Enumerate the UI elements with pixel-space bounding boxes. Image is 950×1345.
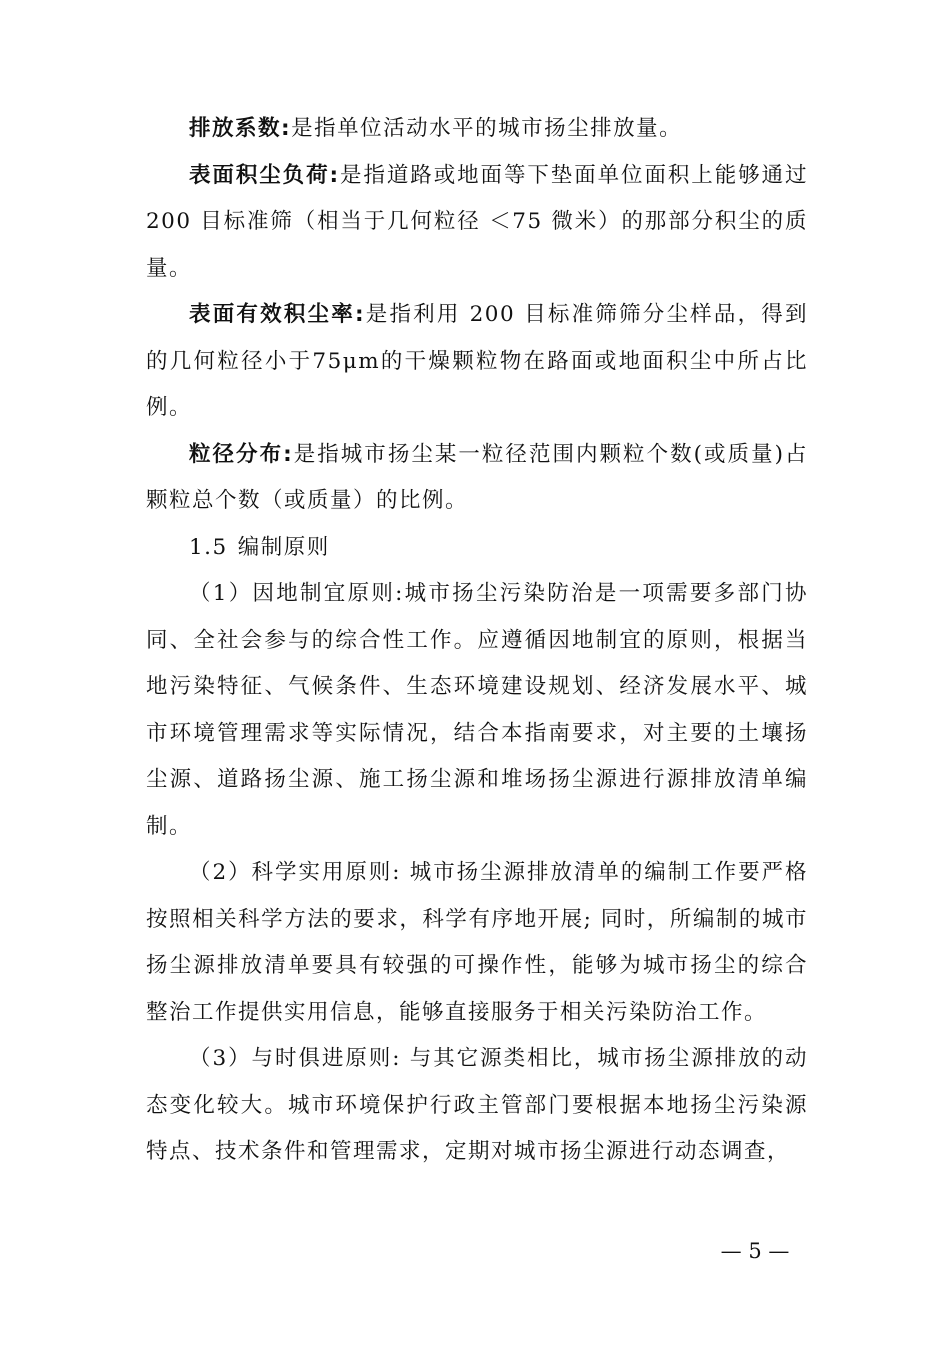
definition-surface-dust-load (146, 153, 808, 293)
principle-paragraph-3: （3）与时俱进原则: 与其它源类相比，城市扬尘源排放的动态变化较大。城市环境保护行政主管部门要根据本地扬尘污染源特点、技术条件和管理需求，定期对城市扬尘源进行动态调查， (146, 1046, 808, 1164)
definition-term: 粒径分布: (189, 441, 294, 467)
definition-emission-factor (146, 106, 808, 153)
definition-text: 是指利用 200 目标准筛筛分尘样品，得到的几何粒径小于75μm的干燥颗粒物在路面或地面积尘中所占比例。 (146, 302, 808, 420)
definition-term: 排放系数: (189, 116, 292, 141)
definition-text: 是指城市扬尘某一粒径范围内颗粒个数(或质量)占颗粒总个数（或质量）的比例。 (146, 441, 809, 513)
definition-particle-size-distribution (146, 432, 808, 525)
principle-paragraph-1: （1）因地制宜原则:城市扬尘污染防治是一项需要多部门协同、全社会参与的综合性工作。应遵循因地制宜的原则，根据当地污染特征、气候条件、生态环境建设规划、经济发展水平、城市环境管理需求等实际情况，结合本指南要求，对主要的土壤扬尘源、道路扬尘源、施工扬尘源和堆场扬尘源进行源排放清单编制。 (146, 581, 808, 839)
section-number: 1.5 (189, 534, 228, 560)
definition-effective-dust-rate (146, 292, 808, 432)
section-heading (146, 525, 808, 572)
section-title: 编制原则 (237, 534, 330, 560)
page-number: — 5 — (720, 1239, 790, 1263)
definition-term: 表面有效积尘率: (189, 302, 366, 327)
principle-paragraph-2: （2）科学实用原则: 城市扬尘源排放清单的编制工作要严格按照相关科学方法的要求，科学有序地开展; 同时，所编制的城市扬尘源排放清单要具有较强的可操作性，能够为城市扬尘的综合整治工作提供实用信息，能够直接服务于相关污染防治工作。 (146, 860, 808, 1025)
definition-text: 是指单位活动水平的城市扬尘排放量。 (291, 116, 683, 141)
definition-text: 是指道路或地面等下垫面单位面积上能够通过 200 目标准筛（相当于几何粒径 ＜75 微米）的那部分积尘的质量。 (146, 162, 808, 281)
definition-term: 表面积尘负荷: (189, 162, 340, 188)
document-body (146, 106, 808, 1176)
